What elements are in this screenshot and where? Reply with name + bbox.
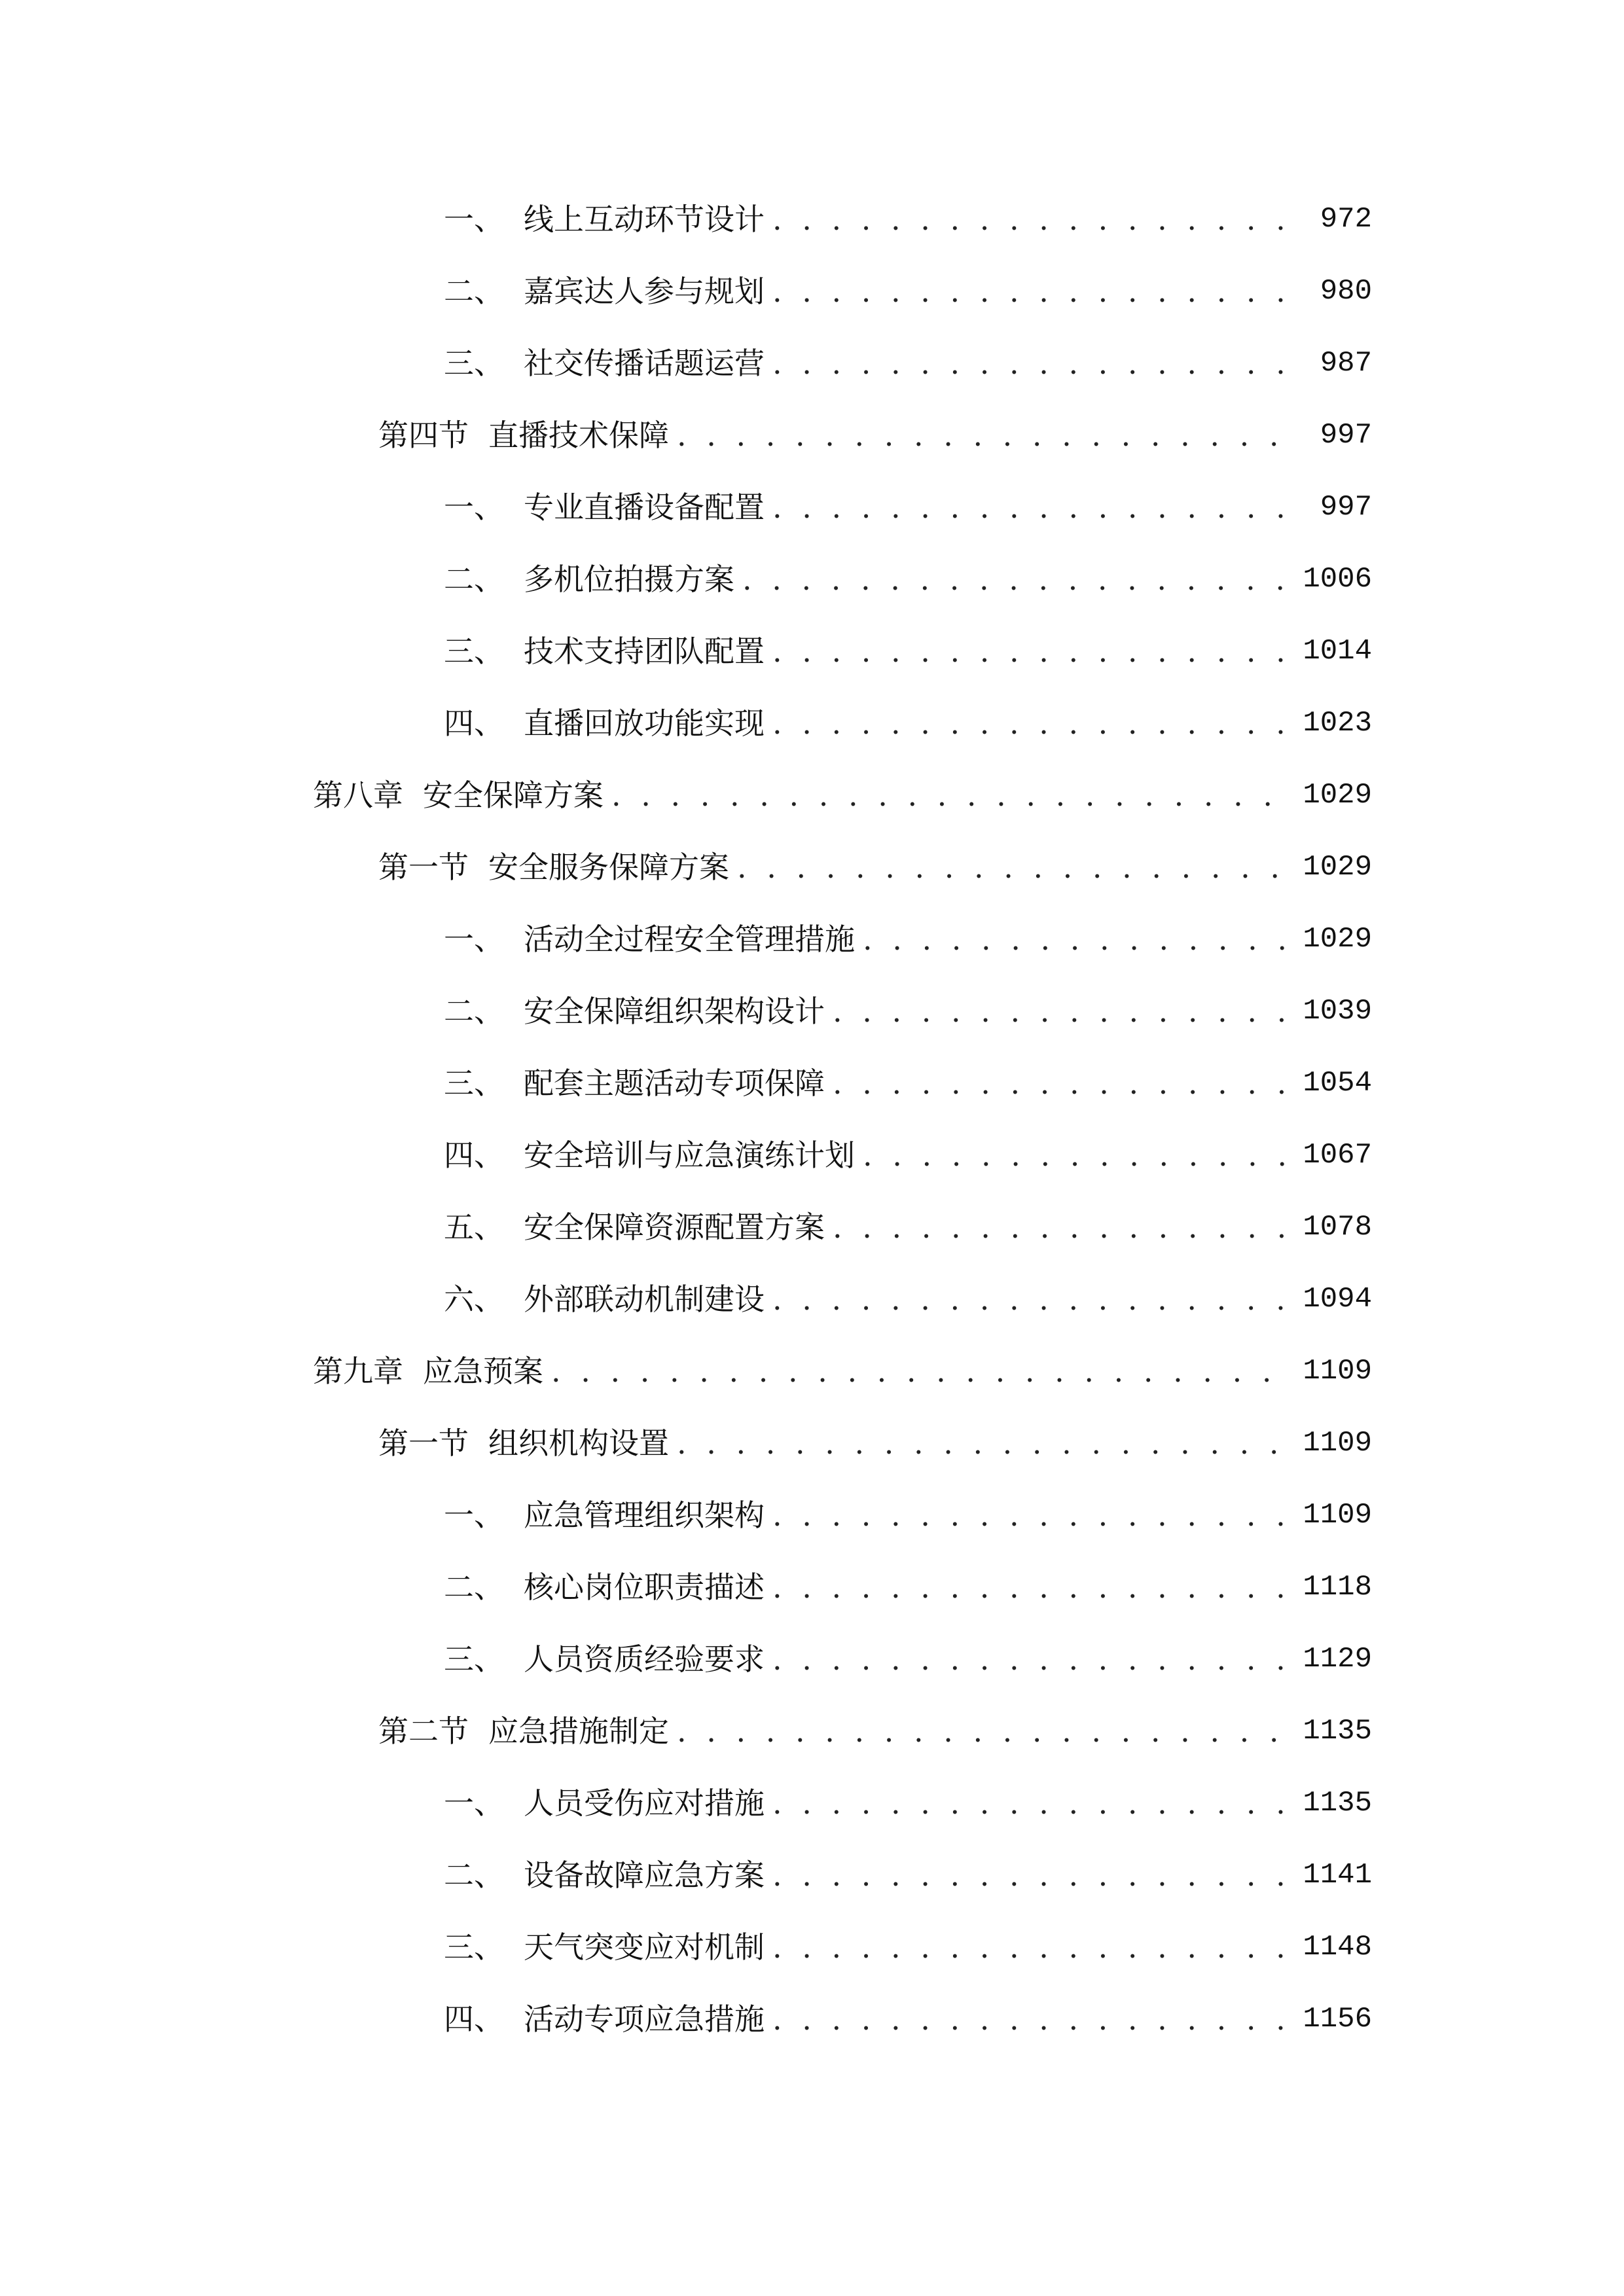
toc-entry-page-number: 1094	[1303, 1283, 1372, 1316]
toc-entry-marker: 四、	[444, 706, 504, 741]
toc-entry-marker: 二、	[444, 1570, 504, 1605]
toc-entry	[0, 975, 1624, 1047]
toc-entry-page-number: 972	[1320, 203, 1372, 236]
toc-entry-title: 组织机构设置	[488, 1426, 669, 1461]
toc-entry	[0, 1335, 1624, 1407]
toc-entry-title: 安全培训与应急演练计划	[524, 1138, 855, 1173]
toc-entry-marker: 第一节	[378, 1426, 469, 1461]
toc-dot-leader	[737, 831, 1288, 903]
toc-entry	[0, 327, 1624, 399]
toc-entry-title: 安全保障组织架构设计	[524, 994, 825, 1029]
toc-dot-leader	[677, 399, 1288, 471]
toc-entry	[0, 831, 1624, 903]
toc-entry-marker: 一、	[444, 202, 504, 237]
toc-dot-leader	[833, 1191, 1288, 1263]
toc-entry-page-number: 997	[1320, 419, 1372, 452]
toc-entry-title: 线上互动环节设计	[524, 202, 765, 237]
toc-dot-leader	[772, 471, 1288, 543]
toc-entry-marker: 一、	[444, 922, 504, 957]
toc-entry	[0, 399, 1624, 471]
toc-entry-page-number: 1006	[1303, 563, 1372, 596]
toc-entry-page-number: 1135	[1303, 1715, 1372, 1748]
toc-entry-page-number: 1109	[1303, 1499, 1372, 1532]
toc-entry-marker: 第九章	[313, 1354, 403, 1389]
toc-entry-page-number: 1023	[1303, 707, 1372, 740]
toc-dot-leader	[772, 615, 1288, 687]
toc-entry-title: 社交传播话题运营	[524, 346, 765, 381]
toc-entry-title: 设备故障应急方案	[524, 1857, 765, 1893]
toc-entry-page-number: 1067	[1303, 1139, 1372, 1172]
toc-entry-title: 直播回放功能实现	[524, 706, 765, 741]
toc-entry-page-number: 1029	[1303, 779, 1372, 812]
toc-entry-page-number: 1109	[1303, 1355, 1372, 1388]
toc-entry-marker: 二、	[444, 274, 504, 309]
toc-entry-marker: 一、	[444, 490, 504, 525]
toc-entry	[0, 615, 1624, 687]
toc-entry-page-number: 1129	[1303, 1643, 1372, 1676]
toc-entry	[0, 471, 1624, 543]
toc-dot-leader	[772, 1623, 1288, 1695]
toc-entry	[0, 1551, 1624, 1623]
toc-entry-title: 应急预案	[423, 1354, 543, 1389]
toc-dot-leader	[833, 1047, 1288, 1119]
toc-entry-title: 应急管理组织架构	[524, 1498, 765, 1533]
toc-entry-marker: 三、	[444, 634, 504, 669]
toc-dot-leader	[772, 1767, 1288, 1839]
toc-entry	[0, 759, 1624, 831]
toc-dot-leader	[772, 1911, 1288, 1983]
toc-entry	[0, 1263, 1624, 1335]
toc-entry-title: 人员受伤应对措施	[524, 1785, 765, 1821]
toc-dot-leader	[863, 903, 1288, 975]
toc-entry-title: 安全保障资源配置方案	[524, 1210, 825, 1245]
toc-entry-marker: 第二节	[378, 1713, 469, 1749]
toc-entry	[0, 1047, 1624, 1119]
toc-entry-marker: 第一节	[378, 850, 469, 885]
toc-entry	[0, 1911, 1624, 1983]
toc-entry-title: 嘉宾达人参与规划	[524, 274, 765, 309]
toc-entry-page-number: 1118	[1303, 1571, 1372, 1604]
toc-entry-marker: 三、	[444, 1641, 504, 1677]
toc-dot-leader	[772, 1551, 1288, 1623]
toc-entry-page-number: 997	[1320, 491, 1372, 524]
toc-dot-leader	[677, 1407, 1288, 1479]
toc-entry-marker: 二、	[444, 994, 504, 1029]
toc-entry	[0, 543, 1624, 615]
toc-dot-leader	[772, 1263, 1288, 1335]
toc-dot-leader	[772, 1839, 1288, 1911]
toc-entry-title: 直播技术保障	[488, 418, 669, 453]
toc-dot-leader	[551, 1335, 1288, 1407]
toc-entry-title: 应急措施制定	[488, 1713, 669, 1749]
toc-entry-marker: 第八章	[313, 778, 403, 813]
toc-entry-title: 人员资质经验要求	[524, 1641, 765, 1677]
toc-entry	[0, 1479, 1624, 1551]
toc-entry-title: 安全服务保障方案	[488, 850, 729, 885]
toc-entry-marker: 三、	[444, 1929, 504, 1965]
toc-entry-title: 多机位拍摄方案	[524, 562, 734, 597]
toc-entry-page-number: 1029	[1303, 851, 1372, 884]
toc-entry-marker: 六、	[444, 1282, 504, 1317]
toc-entry-marker: 一、	[444, 1785, 504, 1821]
toc-entry-title: 活动全过程安全管理措施	[524, 922, 855, 957]
toc-dot-leader	[772, 1479, 1288, 1551]
toc-entry-title: 天气突变应对机制	[524, 1929, 765, 1965]
toc-dot-leader	[772, 1983, 1288, 2055]
toc-entry-page-number: 1109	[1303, 1427, 1372, 1460]
toc-entry-title: 活动专项应急措施	[524, 2001, 765, 2037]
toc-entry-title: 核心岗位职责描述	[524, 1570, 765, 1605]
toc-entry-marker: 第四节	[378, 418, 469, 453]
toc-entry-marker: 四、	[444, 1138, 504, 1173]
toc-entry-page-number: 1148	[1303, 1931, 1372, 1964]
toc-entry-marker: 二、	[444, 562, 504, 597]
toc-entry	[0, 1191, 1624, 1263]
toc-dot-leader	[833, 975, 1288, 1047]
toc-entry-page-number: 1078	[1303, 1211, 1372, 1244]
toc-entry	[0, 1839, 1624, 1911]
toc-entry-marker: 三、	[444, 1066, 504, 1101]
toc-entry-page-number: 1014	[1303, 635, 1372, 668]
toc-dot-leader	[772, 687, 1288, 759]
toc-entry	[0, 183, 1624, 255]
toc-dot-leader	[677, 1695, 1288, 1767]
toc-entry	[0, 687, 1624, 759]
toc-entry-page-number: 1029	[1303, 923, 1372, 956]
toc-entry	[0, 1983, 1624, 2055]
toc-entry-marker: 五、	[444, 1210, 504, 1245]
toc-entry	[0, 1623, 1624, 1695]
toc-entry	[0, 1767, 1624, 1839]
toc-entry	[0, 903, 1624, 975]
toc-dot-leader	[772, 327, 1288, 399]
toc-entry-page-number: 1054	[1303, 1067, 1372, 1100]
toc-dot-leader	[742, 543, 1288, 615]
toc-entry-marker: 三、	[444, 346, 504, 381]
toc-dot-leader	[863, 1119, 1288, 1191]
toc-dot-leader	[611, 759, 1288, 831]
toc-entry-title: 外部联动机制建设	[524, 1282, 765, 1317]
toc-entry-marker: 四、	[444, 2001, 504, 2037]
toc-entry-page-number: 1135	[1303, 1787, 1372, 1820]
toc-entry-page-number: 1039	[1303, 995, 1372, 1028]
toc-entry-title: 配套主题活动专项保障	[524, 1066, 825, 1101]
toc-entry	[0, 1407, 1624, 1479]
toc-entry	[0, 1119, 1624, 1191]
toc-dot-leader	[772, 255, 1288, 327]
toc-entry-title: 专业直播设备配置	[524, 490, 765, 525]
table-of-contents	[0, 183, 1624, 2055]
toc-entry-marker: 一、	[444, 1498, 504, 1533]
toc-entry	[0, 255, 1624, 327]
toc-entry-marker: 二、	[444, 1857, 504, 1893]
toc-entry-page-number: 980	[1320, 275, 1372, 308]
toc-entry-page-number: 1156	[1303, 2003, 1372, 2036]
toc-entry-title: 技术支持团队配置	[524, 634, 765, 669]
toc-dot-leader	[772, 183, 1288, 255]
toc-entry	[0, 1695, 1624, 1767]
toc-entry-page-number: 1141	[1303, 1859, 1372, 1892]
toc-entry-page-number: 987	[1320, 347, 1372, 380]
toc-entry-title: 安全保障方案	[423, 778, 604, 813]
